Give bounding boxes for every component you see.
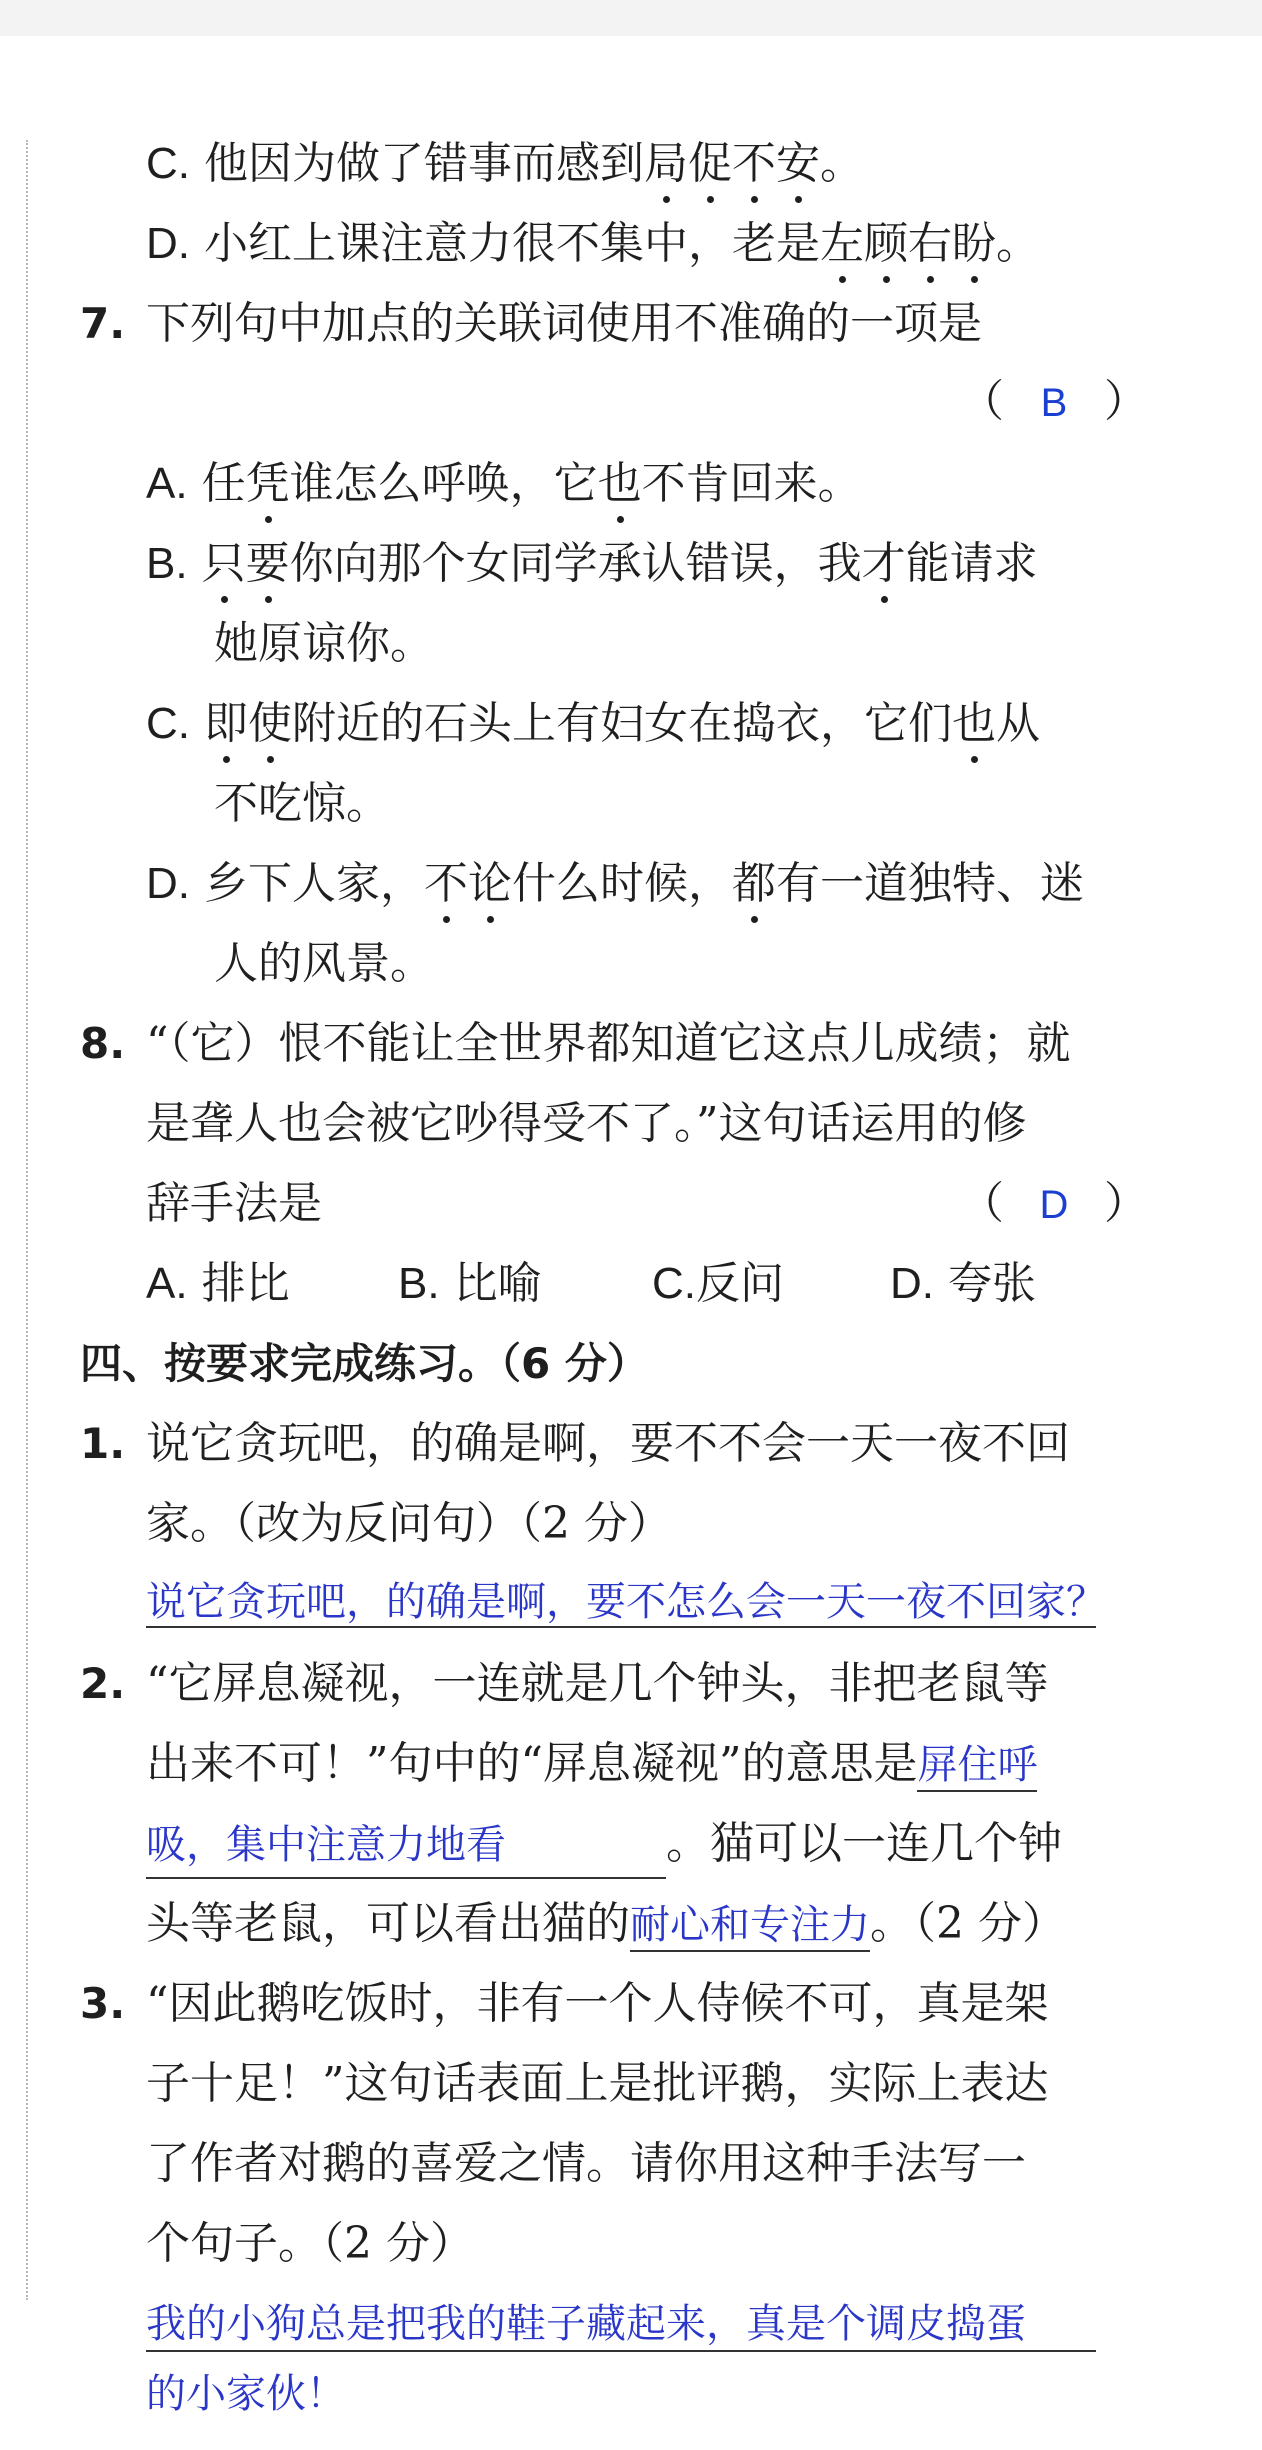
q6-option-d: [146, 214, 1040, 274]
answer-underline: [146, 1626, 1096, 1628]
section-4-heading: 四、按要求完成练习。（6 分）: [80, 1339, 649, 1388]
option-text: 什么时候，: [512, 858, 732, 909]
s4-q3-line-4: 个句子。（2 分）: [146, 2218, 474, 2269]
option-text: 从: [996, 698, 1040, 749]
option-text: 夸张: [948, 1258, 1036, 1309]
option-text: 小红上课注意力很不集中，老是: [204, 218, 820, 269]
q8-line-2: 是聋人也会被它吵得受不了。”这句话运用的修: [146, 1098, 1027, 1149]
dotted-char: 左: [820, 214, 864, 274]
s4-q3-answer-line-2: 的小家伙！: [146, 2371, 346, 2417]
option-letter: B.: [146, 539, 188, 588]
option-letter: A.: [146, 459, 188, 508]
question-text: 头等老鼠，可以看出猫的: [146, 1898, 630, 1949]
s4-q3-number: 3.: [80, 1979, 126, 2028]
option-letter: D.: [890, 1259, 934, 1308]
option-letter: D.: [146, 859, 190, 908]
dotted-char: 不: [424, 854, 468, 914]
q7-option-d: [146, 854, 1084, 914]
s4-q2-number: 2.: [80, 1659, 126, 1708]
dotted-char: 才: [862, 534, 906, 594]
q8-option-a: [146, 1254, 290, 1314]
q8-answer-paren: [960, 1174, 1148, 1235]
q8-option-b: [398, 1254, 542, 1314]
dotted-char: 右: [908, 214, 952, 274]
paren-close: ）: [1104, 376, 1148, 427]
binding-margin-rule: [26, 140, 28, 2300]
s4-q1-answer: 说它贪玩吧，的确是啊，要不怎么会一天一夜不回家？: [146, 1579, 1106, 1625]
option-letter: B.: [398, 1259, 440, 1308]
s4-q3-line-2: 子十足！”这句话表面上是批评鹅，实际上表达: [146, 2058, 1049, 2109]
s4-q2-line-2: [146, 1734, 1037, 1794]
s4-q2-line-4: [146, 1894, 1066, 1954]
dotted-char: 促: [688, 134, 732, 194]
option-text: 附近的石头上有妇女在捣衣，它们: [292, 698, 952, 749]
dotted-char: 即: [204, 694, 248, 754]
option-text: 。: [996, 218, 1040, 269]
dotted-char: 盼: [952, 214, 996, 274]
q7-number: 7.: [80, 299, 126, 348]
s4-q1-line-2: 家。（改为反问句）（2 分）: [146, 1498, 672, 1549]
dotted-char: 要: [246, 534, 290, 594]
option-text: 有一道独特、迷: [776, 858, 1084, 909]
option-text: 乡下人家，: [204, 858, 424, 909]
q8-number: 8.: [80, 1019, 126, 1068]
option-letter: A.: [146, 1259, 188, 1308]
option-letter: D.: [146, 219, 190, 268]
blank-answer-1b: 吸，集中注意力地看: [146, 1815, 666, 1879]
s4-q2-line-3: [146, 1814, 1062, 1874]
blank-answer-1a: 屏住呼: [917, 1742, 1037, 1792]
q7-answer-paren: [960, 372, 1148, 433]
q7-option-b-continued: 她原谅你。: [214, 618, 434, 669]
question-text: 出来不可！”句中的“屏息凝视”的意思是: [146, 1738, 918, 1789]
option-text: 排比: [201, 1258, 290, 1309]
q8-option-c: [652, 1254, 784, 1314]
s4-q3-answer-line-1: 我的小狗总是把我的鞋子藏起来，真是个调皮捣蛋: [146, 2301, 1026, 2347]
dotted-char: 都: [732, 854, 776, 914]
option-text: 不肯回来。: [641, 458, 862, 509]
q7-option-c: [146, 694, 1040, 754]
dotted-char: 只: [202, 534, 246, 594]
dotted-char: 局: [644, 134, 688, 194]
option-letter: C.: [652, 1259, 696, 1308]
dotted-char: 安: [776, 134, 820, 194]
option-letter: C.: [146, 139, 190, 188]
q7-option-a: [146, 454, 862, 514]
option-letter: C.: [146, 699, 190, 748]
q7-option-d-continued: 人的风景。: [214, 938, 434, 989]
q8-option-d: [890, 1254, 1036, 1314]
option-text: 你向那个女同学承认错误，我: [289, 538, 862, 589]
s4-q3-line-3: 了作者对鹅的喜爱之情。请你用这种手法写一: [146, 2138, 1026, 2189]
dotted-char: 论: [468, 854, 512, 914]
s4-q2-line-1: “它屏息凝视，一连就是几个钟头，非把老鼠等: [146, 1658, 1049, 1709]
dotted-char: 顾: [864, 214, 908, 274]
s4-q3-line-1: “因此鹅吃饭时，非有一个人侍候不可，真是架: [146, 1978, 1049, 2029]
paren-open: （: [960, 1178, 1004, 1229]
option-text: 比喻: [453, 1258, 542, 1309]
dotted-char: 使: [248, 694, 292, 754]
dotted-char: 也: [598, 454, 642, 514]
option-text: 。: [820, 138, 864, 189]
q7-option-c-continued: 不吃惊。: [214, 778, 390, 829]
s4-q1-line-1: 说它贪玩吧，的确是啊，要不不会一天一夜不回: [146, 1418, 1070, 1469]
question-text: 。（2 分）: [870, 1898, 1066, 1949]
s4-q1-number: 1.: [80, 1419, 126, 1468]
q8-line-3: 辞手法是: [146, 1178, 322, 1229]
dotted-char: 凭: [246, 454, 290, 514]
q6-option-c: [146, 134, 864, 194]
q8-line-1: “（它）恨不能让全世界都知道它这点儿成绩；就: [146, 1018, 1071, 1069]
option-text: 他因为做了错事而感到: [204, 138, 644, 189]
paren-close: ）: [1104, 1178, 1148, 1229]
question-text: 。猫可以一连几个钟: [666, 1818, 1062, 1869]
option-text: 反问: [696, 1258, 784, 1309]
answer-underline: [146, 2350, 1096, 2352]
option-text: 任: [201, 458, 246, 509]
dotted-char: 不: [732, 134, 776, 194]
q7-option-b: [146, 534, 1038, 594]
q7-answer: B: [1040, 381, 1068, 425]
dotted-char: 也: [952, 694, 996, 754]
option-text: 谁怎么呼唤，它: [289, 458, 598, 509]
q7-stem: 下列句中加点的关联词使用不准确的一项是: [146, 298, 982, 349]
q8-answer: D: [1039, 1183, 1069, 1227]
top-margin-band: [0, 0, 1262, 36]
paren-open: （: [960, 376, 1004, 427]
blank-answer-2: 耐心和专注力: [630, 1902, 870, 1952]
option-text: 能请求: [905, 538, 1038, 589]
